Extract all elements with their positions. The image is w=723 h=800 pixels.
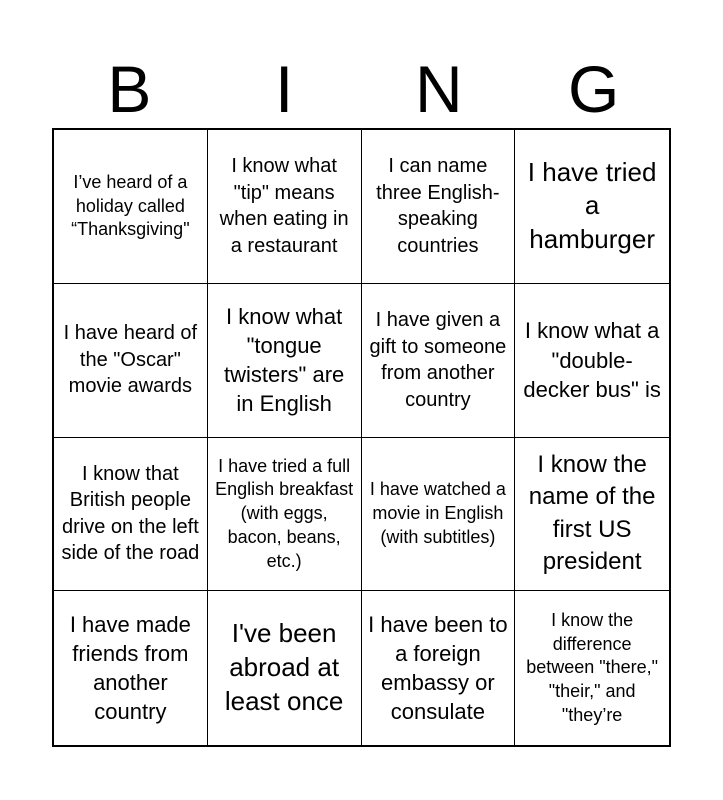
cell-text: I've been abroad at least once	[224, 618, 344, 717]
cell-text: I know the name of the first US president	[528, 451, 656, 576]
cell-text: I have tried a hamburger	[527, 156, 657, 255]
bingo-cell[interactable]	[362, 591, 516, 745]
cell-text: I have tried a full English breakfast (with eggs, bacon, beans, etc.)	[215, 455, 354, 571]
header-letter-i: I	[274, 52, 294, 126]
cell-text: I know that British people drive on the left side of the road	[61, 462, 200, 565]
cell-text: I have watched a movie in English (with subtitles)	[369, 479, 506, 547]
bingo-cell[interactable]	[54, 284, 208, 438]
bingo-cell[interactable]	[515, 130, 669, 284]
bingo-cell[interactable]	[362, 438, 516, 592]
header-letter-n: N	[415, 52, 463, 126]
bingo-card-grid	[52, 128, 671, 747]
cell-text: I’ve heard of a holiday called “Thanksgiving"	[71, 171, 190, 240]
bingo-cell[interactable]	[515, 284, 669, 438]
cell-text: I have been to a foreign embassy or consulate	[368, 611, 508, 725]
bingo-cell[interactable]	[54, 130, 208, 284]
bingo-cell[interactable]	[362, 284, 516, 438]
bingo-cell[interactable]	[208, 284, 362, 438]
cell-text: I know what a "double-decker bus" is	[523, 318, 661, 402]
bingo-header	[52, 50, 671, 128]
header-letter-b: B	[107, 52, 152, 126]
bingo-cell[interactable]	[515, 438, 669, 592]
cell-text: I know what "tip" means when eating in a restaurant	[219, 155, 349, 257]
cell-text: I have made friends from another country	[69, 611, 191, 725]
header-letter-g: G	[567, 52, 620, 126]
bingo-cell[interactable]	[208, 130, 362, 284]
cell-text: I know the difference between "there," "their," and "they’re	[526, 609, 659, 725]
bingo-cell[interactable]	[208, 591, 362, 745]
bingo-cell[interactable]	[54, 591, 208, 745]
cell-text: I have heard of the "Oscar" movie awards	[63, 322, 198, 398]
bingo-cell[interactable]	[362, 130, 516, 284]
cell-text: I can name three English-speaking countries	[376, 155, 500, 257]
cell-text: I have given a gift to someone from another country	[369, 308, 507, 411]
bingo-cell[interactable]	[54, 438, 208, 592]
bingo-cell[interactable]	[208, 438, 362, 592]
cell-text: I know what "tongue twisters" are in English	[223, 303, 345, 417]
bingo-cell[interactable]	[515, 591, 669, 745]
